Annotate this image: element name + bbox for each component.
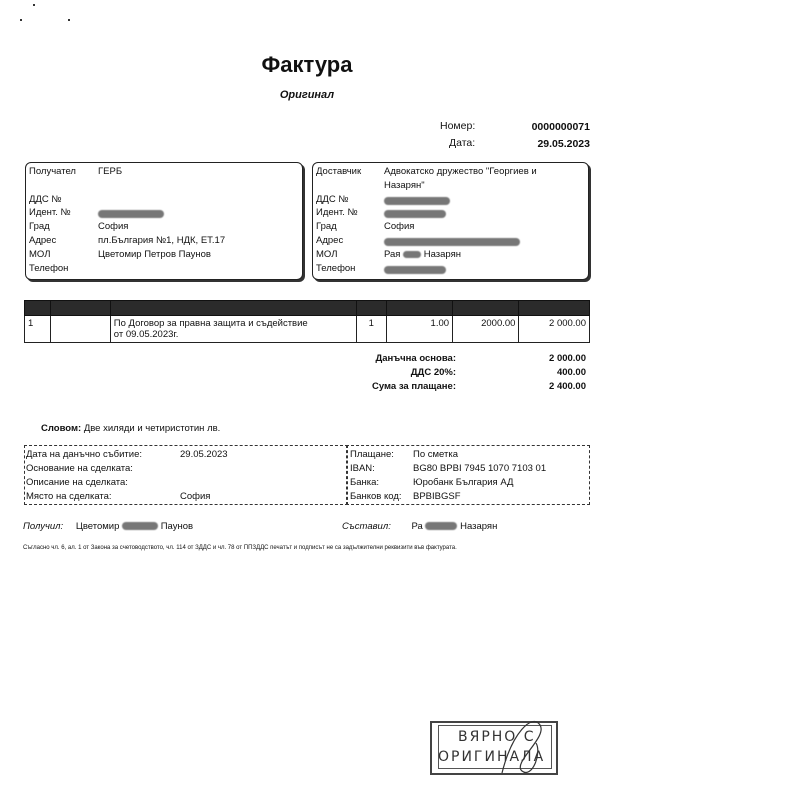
scan-speck	[20, 19, 22, 21]
item-code	[50, 316, 110, 343]
recipient-heading: Получател	[29, 166, 76, 177]
items-table	[24, 300, 590, 343]
header-cell	[25, 301, 51, 316]
supplier-id-redacted	[384, 209, 446, 220]
header-cell	[519, 301, 590, 316]
header-cell	[357, 301, 387, 316]
document-title: Фактура	[261, 52, 353, 77]
items-table-header	[25, 301, 590, 316]
invoice-number-value: 0000000071	[531, 121, 590, 133]
supplier-mol-redacted	[403, 251, 421, 258]
scan-speck	[33, 4, 35, 6]
issued-by-label: Съставил:	[342, 521, 391, 532]
received-by	[23, 521, 193, 532]
supplier-city-label: Град	[316, 221, 337, 232]
header-cell	[453, 301, 519, 316]
supplier-phone-redacted	[384, 265, 446, 276]
received-by-redacted	[122, 522, 158, 530]
header-cell	[50, 301, 110, 316]
tax-event-date-value: 29.05.2023	[180, 449, 228, 460]
received-by-last: Паунов	[160, 521, 194, 532]
tax-base-label: Данъчна основа:	[375, 353, 456, 364]
issued-by-last: Назарян	[460, 521, 498, 532]
payment-method-value: По сметка	[413, 449, 458, 460]
supplier-mol-last: Назарян	[423, 249, 461, 260]
certified-copy-stamp	[430, 721, 558, 775]
item-price: 2000.00	[453, 316, 519, 343]
amount-in-words-label: Словом:	[41, 423, 82, 434]
recipient-name: ГЕРБ	[98, 166, 123, 177]
recipient-address-label: Адрес	[29, 235, 57, 246]
supplier-box	[312, 162, 589, 280]
recipient-city-label: Град	[29, 221, 50, 232]
issued-by	[342, 521, 497, 532]
supplier-id-label: Идент. №	[316, 207, 358, 218]
transaction-place-value: София	[180, 491, 211, 502]
supplier-mol-label: МОЛ	[316, 249, 338, 260]
recipient-address-value: пл.България №1, НДК, ЕТ.17	[98, 235, 226, 246]
payment-details-box	[346, 445, 590, 505]
item-description	[110, 316, 356, 343]
header-cell	[110, 301, 356, 316]
supplier-mol-first: Рая	[384, 249, 401, 260]
recipient-vat-label: ДДС №	[29, 194, 62, 205]
supplier-mol-value	[384, 249, 461, 260]
payment-method-label: Плащане:	[350, 449, 394, 460]
issued-by-redacted	[425, 522, 457, 530]
recipient-mol-label: МОЛ	[29, 249, 51, 260]
iban-label: IBAN:	[350, 463, 375, 474]
item-qty: 1.00	[386, 316, 452, 343]
total-value: 2 400.00	[549, 381, 586, 392]
scan-speck	[68, 19, 70, 21]
recipient-phone-label: Телефон	[29, 263, 69, 274]
bank-value: Юробанк България АД	[413, 477, 514, 488]
tax-event-date-label: Дата на данъчно събитие:	[26, 449, 142, 460]
supplier-heading: Доставчик	[316, 166, 362, 177]
transaction-description-label: Описание на сделката:	[26, 477, 128, 488]
recipient-city-value: София	[98, 221, 129, 232]
legal-footnote: Съгласно чл. 6, ал. 1 от Закона за счетоводството, чл. 114 от ЗДДС и чл. 78 от ППЗДДС печатът и подписът не са задължителни реквизити във фактурата.	[23, 545, 457, 551]
iban-value: BG80 BPBI 7945 1070 7103 01	[413, 463, 547, 474]
bank-label: Банка:	[350, 477, 380, 488]
item-unit: 1	[357, 316, 387, 343]
received-by-label: Получил:	[23, 521, 64, 532]
recipient-id-redacted	[98, 209, 164, 220]
amount-in-words-value: Две хиляди и четиристотин лв.	[83, 423, 221, 434]
supplier-address-redacted	[384, 237, 520, 248]
tax-base-value: 2 000.00	[549, 353, 586, 364]
amount-in-words	[41, 423, 220, 434]
total-label: Сума за плащане:	[371, 381, 456, 392]
supplier-name-line1: Адвокатско дружество "Георгиев и	[384, 166, 537, 177]
invoice-date-value: 29.05.2023	[537, 138, 590, 150]
stamp-line2: ОРИГИНАЛА	[438, 749, 546, 765]
supplier-name-line2: Назарян"	[384, 180, 425, 191]
bank-code-label: Банков код:	[350, 491, 402, 502]
transaction-basis-label: Основание на сделката:	[26, 463, 133, 474]
supplier-address-label: Адрес	[316, 235, 344, 246]
item-amount: 2 000.00	[519, 316, 590, 343]
transaction-place-label: Място на сделката:	[26, 491, 112, 502]
header-cell	[386, 301, 452, 316]
supplier-phone-label: Телефон	[316, 263, 356, 274]
signature-scribble	[492, 713, 552, 781]
invoice-number-label: Номер:	[440, 120, 476, 132]
item-no: 1	[25, 316, 51, 343]
item-description-line1: По Договор за правна защита и съдействие	[113, 318, 308, 329]
received-by-first: Цветомир	[75, 521, 120, 532]
document-subtitle: Оригинал	[279, 89, 335, 101]
table-row	[25, 316, 590, 343]
issued-by-first: Ра	[411, 521, 423, 532]
supplier-city-value: София	[384, 221, 415, 232]
supplier-vat-redacted	[384, 196, 450, 207]
invoice-date-label: Дата:	[449, 137, 476, 149]
vat-value: 400.00	[556, 367, 586, 378]
recipient-mol-value: Цветомир Петров Паунов	[98, 249, 211, 260]
recipient-id-label: Идент. №	[29, 207, 71, 218]
recipient-box	[25, 162, 303, 280]
vat-label: ДДС 20%:	[410, 367, 456, 378]
bank-code-value: BPBIBGSF	[413, 491, 461, 502]
item-description-line2: от 09.05.2023г.	[113, 329, 179, 340]
transaction-details-box	[24, 445, 348, 505]
stamp-line1: ВЯРНО С	[458, 729, 536, 745]
supplier-vat-label: ДДС №	[316, 194, 349, 205]
